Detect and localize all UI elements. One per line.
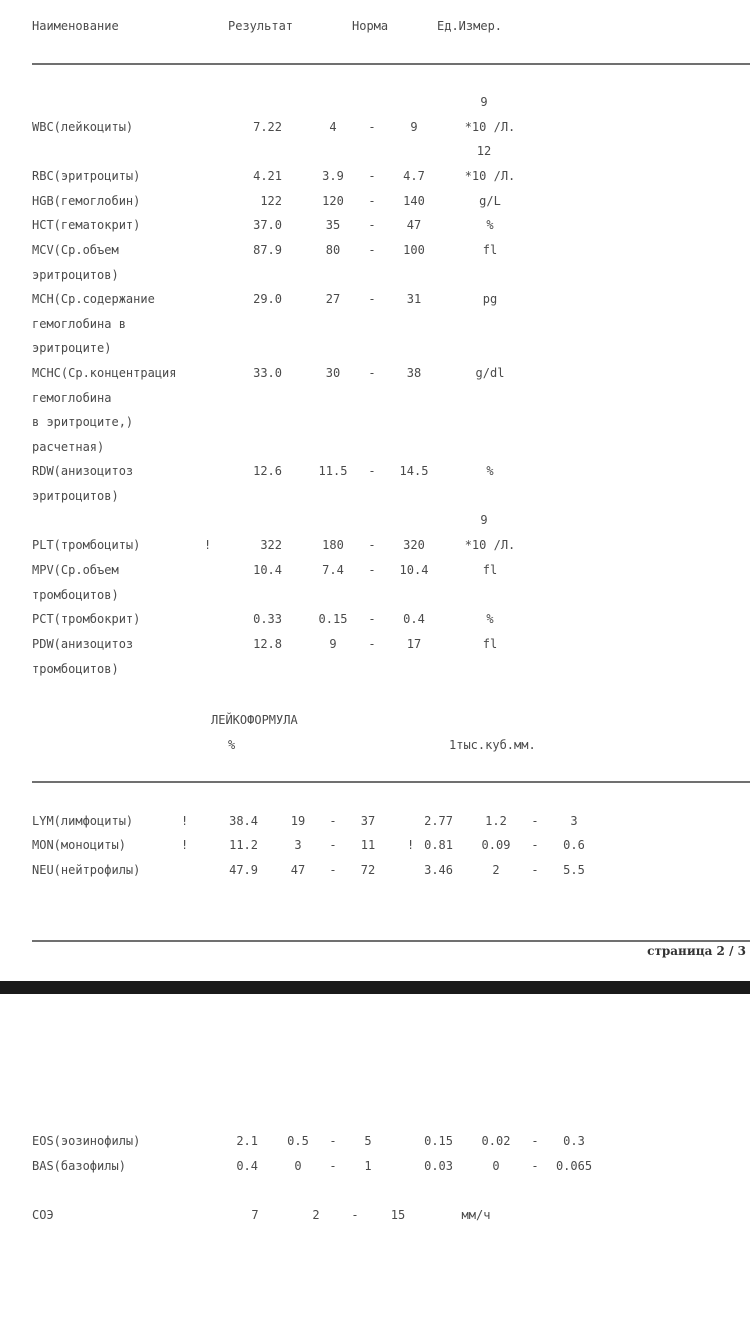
analyte-name: PLT(тромбоциты): [32, 538, 141, 552]
leuko-divider: [32, 781, 750, 783]
leuko-pct-low: 47: [290, 863, 306, 877]
analyte-name: WBC(лейкоциты): [32, 120, 134, 134]
result-value: 122: [260, 194, 282, 208]
norm-dash: -: [368, 366, 376, 380]
leuko-dash: -: [329, 814, 337, 828]
unit-value: %: [486, 218, 494, 232]
leuko-dash: -: [329, 1134, 337, 1148]
leuko-pct-low: 19: [290, 814, 306, 828]
page-number: страница 2 / 3: [647, 944, 746, 958]
leuko-abs-high: 0.065: [555, 1159, 593, 1173]
analyte-name: тромбоцитов): [32, 662, 119, 676]
norm-low: 3.9: [322, 169, 344, 183]
norm-low: 27: [325, 292, 341, 306]
norm-high: 17: [406, 637, 422, 651]
leuko-pct: 38.4: [229, 814, 258, 828]
analyte-name: RBC(эритроциты): [32, 169, 141, 183]
esr-low: 2: [312, 1208, 320, 1222]
leuko-pct-high: 37: [360, 814, 376, 828]
norm-high: 9: [410, 120, 418, 134]
leuko-dash: -: [531, 838, 539, 852]
page-separator: [0, 981, 750, 994]
page-bottom-divider: [32, 940, 750, 942]
leuko-abs-low: 0: [492, 1159, 500, 1173]
norm-low: 80: [325, 243, 341, 257]
analyte-name: эритроците): [32, 341, 112, 355]
analyte-name: MCV(Ср.объем: [32, 243, 119, 257]
result-value: 12.6: [253, 464, 282, 478]
leuko-abs: 0.03: [424, 1159, 453, 1173]
norm-low: 11.5: [318, 464, 348, 478]
analyte-name: RDW(анизоцитоз: [32, 464, 134, 478]
norm-dash: -: [368, 538, 376, 552]
leuko-abs: 3.46: [424, 863, 453, 877]
leuko-abs-high: 5.5: [563, 863, 585, 877]
leuko-pct: 47.9: [229, 863, 258, 877]
norm-high: 100: [403, 243, 425, 257]
analyte-name: MPV(Ср.объем: [32, 563, 119, 577]
norm-dash: -: [368, 464, 376, 478]
leuko-name: BAS(базофилы): [32, 1159, 126, 1173]
norm-low: 9: [329, 637, 337, 651]
result-value: 29.0: [253, 292, 282, 306]
leuko-pct-high: 1: [364, 1159, 372, 1173]
leuko-name: EOS(эозинофилы): [32, 1134, 141, 1148]
unit-value: fl: [482, 243, 498, 257]
esr-result: 7: [251, 1208, 259, 1222]
norm-low: 35: [325, 218, 341, 232]
esr-unit: мм/ч: [461, 1208, 491, 1222]
result-value: 0.33: [253, 612, 282, 626]
leuko-abs-high: 0.3: [563, 1134, 585, 1148]
leuko-pct-low: 0: [294, 1159, 302, 1173]
header-norm: Норма: [352, 19, 389, 33]
norm-dash: -: [368, 120, 376, 134]
leuko-dash: -: [329, 838, 337, 852]
norm-dash: -: [368, 292, 376, 306]
leuko-pct-low: 0.5: [287, 1134, 309, 1148]
leuko-abs-low: 2: [492, 863, 500, 877]
header-unit: Ед.Измер.: [437, 19, 503, 33]
analyte-name: гемоглобина: [32, 391, 112, 405]
norm-dash: -: [368, 243, 376, 257]
norm-low: 7.4: [322, 563, 344, 577]
norm-high: 38: [406, 366, 422, 380]
leuko-abs-label: 1тыс.куб.мм.: [449, 738, 536, 752]
norm-high: 10.4: [399, 563, 429, 577]
leuko-dash: -: [329, 863, 337, 877]
norm-dash: -: [368, 169, 376, 183]
esr-dash: -: [351, 1208, 359, 1222]
header-divider: [32, 63, 750, 65]
norm-high: 4.7: [403, 169, 425, 183]
unit-exponent: 9: [480, 95, 488, 109]
unit-value: %: [486, 464, 494, 478]
norm-low: 180: [322, 538, 344, 552]
leuko-abs-high: 0.6: [563, 838, 585, 852]
leuko-pct: 0.4: [236, 1159, 258, 1173]
unit-value: g/L: [479, 194, 501, 208]
flag-mark: !: [204, 538, 212, 552]
leuko-pct: 11.2: [229, 838, 258, 852]
flag-mark: !: [181, 838, 189, 852]
leuko-dash: -: [329, 1159, 337, 1173]
header-result: Результат: [228, 19, 294, 33]
analyte-name: PDW(анизоцитоз: [32, 637, 134, 651]
unit-value: *10 /Л.: [464, 120, 516, 134]
norm-dash: -: [368, 637, 376, 651]
result-value: 4.21: [253, 169, 282, 183]
norm-low: 4: [329, 120, 337, 134]
unit-value: *10 /Л.: [464, 538, 516, 552]
norm-dash: -: [368, 612, 376, 626]
norm-dash: -: [368, 563, 376, 577]
leuko-dash: -: [531, 814, 539, 828]
leuko-dash: -: [531, 1134, 539, 1148]
leuko-pct-high: 72: [360, 863, 376, 877]
leuko-abs: 0.81: [424, 838, 453, 852]
leuko-pct-low: 3: [294, 838, 302, 852]
norm-high: 47: [406, 218, 422, 232]
leuko-abs: 0.15: [424, 1134, 453, 1148]
analyte-name: эритроцитов): [32, 268, 119, 282]
leuko-abs-high: 3: [570, 814, 578, 828]
leuko-title: ЛЕЙКОФОРМУЛА: [211, 713, 298, 727]
analyte-name: эритроцитов): [32, 489, 119, 503]
esr-name: СОЭ: [32, 1208, 54, 1222]
norm-high: 0.4: [403, 612, 425, 626]
norm-low: 0.15: [318, 612, 348, 626]
unit-value: fl: [482, 637, 498, 651]
leuko-name: LYM(лимфоциты): [32, 814, 134, 828]
analyte-name: в эритроците,): [32, 415, 134, 429]
leuko-name: NEU(нейтрофилы): [32, 863, 141, 877]
analyte-name: HGB(гемоглобин): [32, 194, 141, 208]
unit-value: g/dl: [475, 366, 505, 380]
leuko-name: MON(моноциты): [32, 838, 126, 852]
unit-value: fl: [482, 563, 498, 577]
result-value: 322: [260, 538, 282, 552]
result-value: 87.9: [253, 243, 282, 257]
result-value: 12.8: [253, 637, 282, 651]
esr-high: 15: [390, 1208, 406, 1222]
norm-high: 140: [403, 194, 425, 208]
analyte-name: MCH(Ср.содержание: [32, 292, 155, 306]
leuko-abs-low: 0.02: [481, 1134, 511, 1148]
analyte-name: MCHC(Ср.концентрация: [32, 366, 177, 380]
result-value: 10.4: [253, 563, 282, 577]
unit-value: pg: [482, 292, 498, 306]
leuko-pct: 2.1: [236, 1134, 258, 1148]
result-value: 37.0: [253, 218, 282, 232]
norm-dash: -: [368, 218, 376, 232]
unit-value: %: [486, 612, 494, 626]
unit-exponent: 9: [480, 513, 488, 527]
analyte-name: PCT(тромбокрит): [32, 612, 141, 626]
analyte-name: тромбоцитов): [32, 588, 119, 602]
norm-high: 14.5: [399, 464, 429, 478]
flag-mark: !: [407, 838, 415, 852]
leuko-abs-low: 0.09: [481, 838, 511, 852]
norm-low: 30: [325, 366, 341, 380]
leuko-dash: -: [531, 863, 539, 877]
header-name: Наименование: [32, 19, 119, 33]
norm-high: 31: [406, 292, 422, 306]
analyte-name: гемоглобина в: [32, 317, 126, 331]
result-value: 7.22: [253, 120, 282, 134]
result-value: 33.0: [253, 366, 282, 380]
norm-dash: -: [368, 194, 376, 208]
leuko-pct-high: 5: [364, 1134, 372, 1148]
flag-mark: !: [181, 814, 189, 828]
analyte-name: HCT(гематокрит): [32, 218, 141, 232]
unit-exponent: 12: [476, 144, 492, 158]
norm-low: 120: [322, 194, 344, 208]
unit-value: *10 /Л.: [464, 169, 516, 183]
leuko-abs: 2.77: [424, 814, 453, 828]
leuko-abs-low: 1.2: [485, 814, 507, 828]
leuko-pct-label: %: [228, 738, 236, 752]
leuko-dash: -: [531, 1159, 539, 1173]
norm-high: 320: [403, 538, 425, 552]
leuko-pct-high: 11: [360, 838, 376, 852]
analyte-name: расчетная): [32, 440, 105, 454]
